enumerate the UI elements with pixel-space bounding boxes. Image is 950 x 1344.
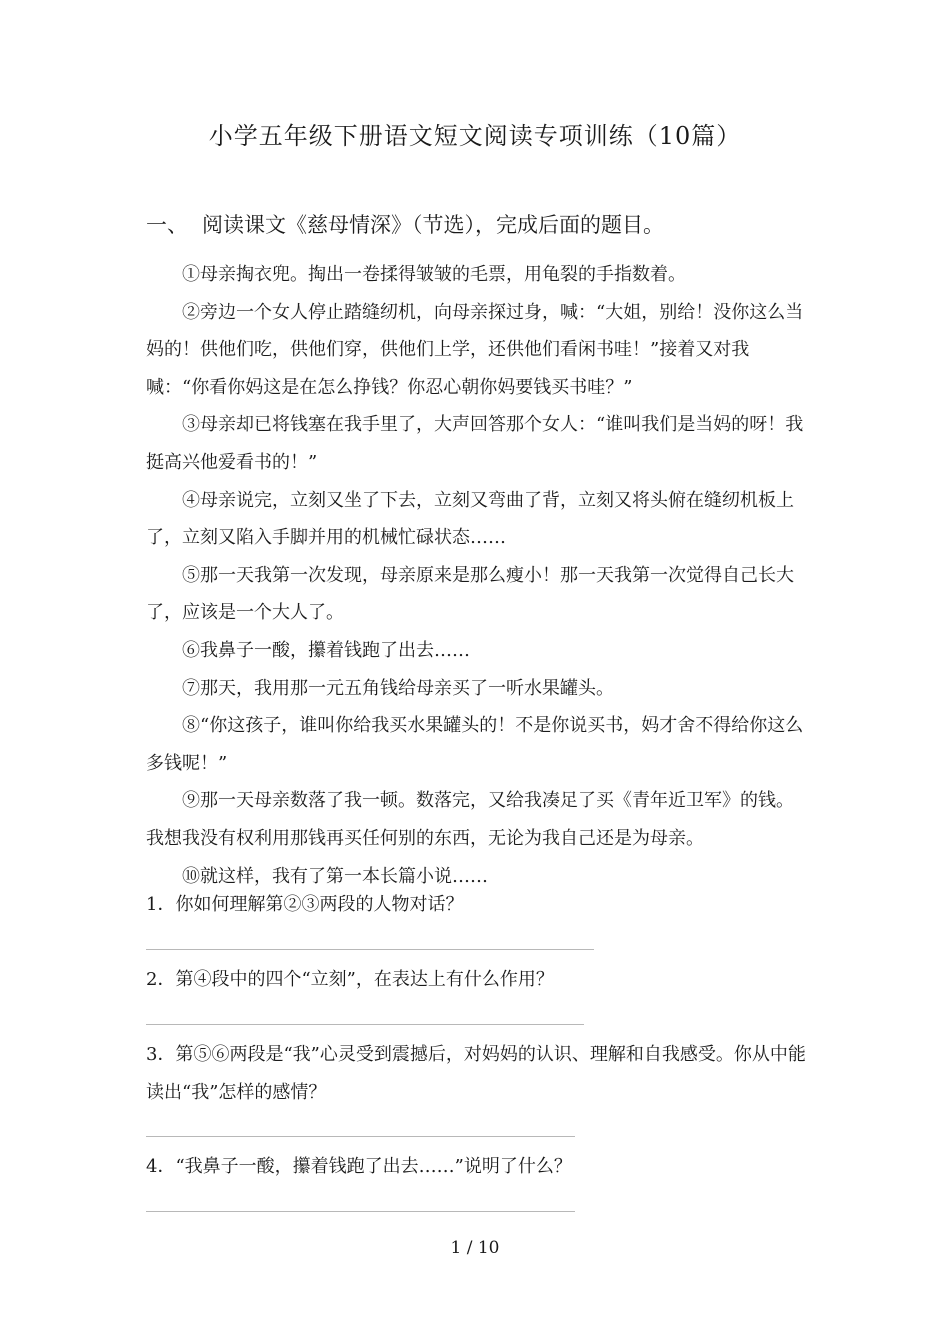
question-1 [146,886,806,924]
passage-paragraph: ⑨那一天母亲数落了我一顿。数落完，又给我凑足了买《青年近卫军》的钱。我想我没有权利用那钱再买任何别的东西，无论为我自己还是为母亲。 [146,790,794,849]
answer-line[interactable] [146,1136,575,1137]
question-text: 2．第④段中的四个“立刻”，在表达上有什么作用？ [146,969,554,990]
passage-paragraph: ④母亲说完，立刻又坐了下去，立刻又弯曲了背，立刻又将头俯在缝纫机板上了，立刻又陷入手脚并用的机械忙碌状态…… [146,489,794,549]
passage-paragraph: ⑤那一天我第一次发现，母亲原来是那么瘦小！那一天我第一次觉得自己长大了，应该是一个大人了。 [146,564,794,624]
question-3 [146,1036,806,1111]
page-title: 小学五年级下册语文短文阅读专项训练（10篇） [208,122,742,150]
question-text: 3．第⑤⑥两段是“我”心灵受到震撼后，对妈妈的认识、理解和自我感受。你从中能读出“我”怎样的感情？ [146,1044,806,1103]
passage-paragraph: ①母亲掏衣兜。掏出一卷揉得皱皱的毛票，用龟裂的手指数着。 [182,264,686,285]
answer-line[interactable] [146,1211,575,1212]
passage-paragraph: ⑧“你这孩子，谁叫你给我买水果罐头的！不是你说买书，妈才舍不得给你这么多钱呢！” [146,715,804,774]
passage-paragraph: ②旁边一个女人停止踏缝纫机，向母亲探过身，喊：“大姐，别给！没你这么当妈的！供他们吃，供他们穿，供他们上学，还供他们看闲书哇！”接着又对我喊：“你看你妈这是在怎么挣钱？你忍心朝你妈要钱买书哇？” [146,301,804,398]
question-4 [146,1148,806,1186]
passage-paragraph: ⑩就这样，我有了第一本长篇小说…… [182,865,488,887]
passage-paragraph: ③母亲却已将钱塞在我手里了，大声回答那个女人：“谁叫我们是当妈的呀！我挺高兴他爱看书的！” [146,414,804,473]
section-number: 一、 [146,213,188,237]
passage-paragraph: ⑦那天，我用那一元五角钱给母亲买了一听水果罐头。 [182,677,614,699]
question-text: 4．“我鼻子一酸，攥着钱跑了出去……”说明了什么？ [146,1156,572,1177]
passage-paragraph: ⑥我鼻子一酸，攥着钱跑了出去…… [182,639,470,661]
answer-line[interactable] [146,1024,584,1025]
section-instruction: 阅读课文《慈母情深》（节选），完成后面的题目。 [202,213,664,237]
page-number: 1 / 10 [450,1238,500,1258]
question-2 [146,961,806,999]
answer-line[interactable] [146,949,594,950]
question-text: 1．你如何理解第②③两段的人物对话？ [146,894,464,915]
reading-passage [146,256,806,895]
section-heading [146,209,664,239]
